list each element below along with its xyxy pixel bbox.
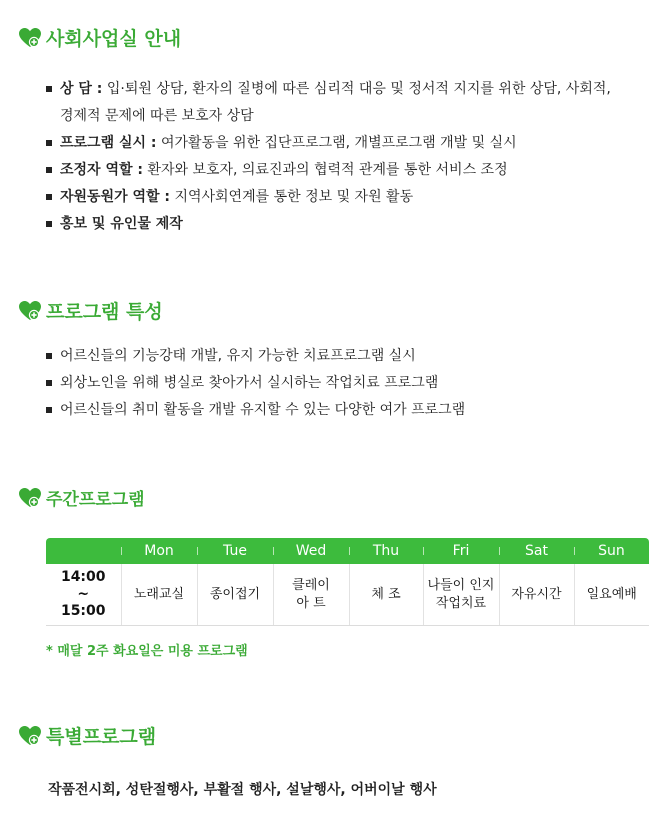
table-row	[46, 564, 649, 626]
cell-line: 종이접기	[209, 586, 261, 602]
cell-line: 노래교실	[133, 586, 185, 602]
section-title-special	[18, 722, 156, 749]
cell-line: 작업치료	[435, 595, 487, 611]
item-text: 지역사회연계를 통한 정보 및 자원 활동	[170, 189, 414, 205]
section-title-text: 특별프로그램	[46, 726, 157, 748]
cell-line: 자유시간	[511, 586, 562, 602]
program-list	[46, 343, 465, 424]
cell-sat	[499, 564, 574, 626]
item-label: 프로그램 실시 :	[60, 135, 157, 151]
header-fri: Fri	[423, 538, 499, 564]
table-header-row	[46, 538, 649, 564]
list-item	[46, 157, 611, 184]
list-item: 외상노인을 위해 병실로 찾아가서 실시하는 작업치료 프로그램	[46, 370, 465, 397]
section-title-program	[18, 297, 163, 324]
social-work-list	[46, 76, 611, 238]
header-blank	[46, 538, 121, 564]
header-tue: Tue	[197, 538, 273, 564]
header-wed: Wed	[273, 538, 349, 564]
heart-plus-icon	[18, 27, 42, 49]
heart-plus-icon	[18, 487, 42, 509]
list-item	[46, 211, 611, 238]
header-sat: Sat	[499, 538, 574, 564]
cell-fri	[423, 564, 499, 626]
item-label: 조정자 역할 :	[60, 162, 143, 178]
cell-thu	[349, 564, 423, 626]
header-thu: Thu	[349, 538, 423, 564]
heart-plus-icon	[18, 725, 42, 747]
section-title-text: 주간프로그램	[46, 490, 145, 510]
cell-sun	[574, 564, 649, 626]
item-label: 상 담 :	[60, 81, 103, 97]
item-text: 환자와 보호자, 의료진과의 협력적 관계를 통한 서비스 조정	[142, 162, 508, 178]
cell-tue	[197, 564, 273, 626]
cell-line: 클레이	[292, 577, 330, 593]
list-item: 어르신들의 기능강태 개발, 유지 가능한 치료프로그램 실시	[46, 343, 465, 370]
time-sep: ~	[77, 586, 90, 602]
schedule-note: * 매달 2주 화요일은 미용 프로그램	[46, 644, 248, 659]
cell-line: 나들이 인지	[427, 577, 495, 593]
section-title-weekly	[18, 485, 145, 510]
section-title-text: 사회사업실 안내	[46, 28, 182, 50]
cell-wed	[273, 564, 349, 626]
item-label: 자원동원가 역할 :	[60, 189, 171, 205]
section-title-social-work	[18, 24, 181, 51]
cell-line: 체 조	[371, 586, 401, 602]
cell-line: 아 트	[296, 595, 326, 611]
time-end: 15:00	[60, 603, 106, 619]
item-text-continued: 경제적 문제에 따른 보호자 상담	[60, 108, 254, 124]
header-sun: Sun	[574, 538, 649, 564]
list-item: 어르신들의 취미 활동을 개발 유지할 수 있는 다양한 여가 프로그램	[46, 397, 465, 424]
weekly-schedule-table	[46, 538, 649, 626]
item-label: 홍보 및 유인물 제작	[60, 216, 183, 232]
heart-plus-icon	[18, 300, 42, 322]
header-mon: Mon	[121, 538, 197, 564]
time-cell	[46, 564, 121, 626]
list-item	[46, 130, 611, 157]
time-start: 14:00	[60, 569, 106, 585]
special-program-text: 작품전시회, 성탄절행사, 부활절 행사, 설날행사, 어버이날 행사	[48, 782, 437, 798]
item-text: 입·퇴원 상담, 환자의 질병에 따른 심리적 대응 및 정서적 지지를 위한 상담, 사회적,	[102, 81, 611, 97]
cell-line: 일요예배	[586, 586, 637, 602]
cell-mon	[121, 564, 197, 626]
list-item	[46, 184, 611, 211]
item-text: 여가활동을 위한 집단프로그램, 개별프로그램 개발 및 실시	[156, 135, 517, 151]
section-title-text: 프로그램 특성	[46, 301, 163, 323]
list-item	[46, 76, 611, 130]
